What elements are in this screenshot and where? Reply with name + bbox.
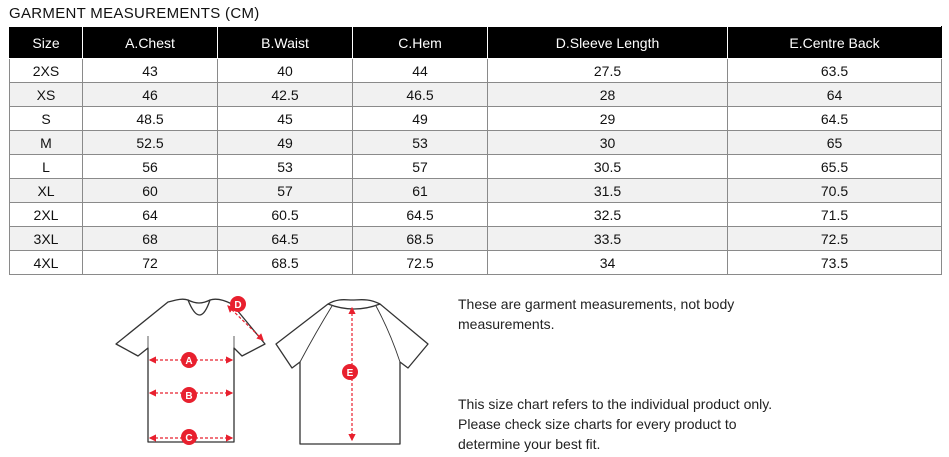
cell-size: S [10, 107, 83, 131]
svg-text:D: D [234, 300, 242, 311]
cell-waist: 49 [218, 131, 353, 155]
table-body [10, 59, 942, 275]
cell-hem: 72.5 [353, 251, 488, 275]
header-sleeve-length: D.Sleeve Length [488, 27, 728, 59]
marker-c [181, 429, 197, 445]
cell-centre-back: 71.5 [728, 203, 942, 227]
cell-sleeve-length: 34 [488, 251, 728, 275]
cell-size: XS [10, 83, 83, 107]
cell-centre-back: 73.5 [728, 251, 942, 275]
cell-size: 4XL [10, 251, 83, 275]
cell-size: 3XL [10, 227, 83, 251]
cell-sleeve-length: 30 [488, 131, 728, 155]
cell-size: M [10, 131, 83, 155]
cell-centre-back: 64 [728, 83, 942, 107]
cell-chest: 56 [83, 155, 218, 179]
header-hem: C.Hem [353, 27, 488, 59]
table-row [10, 107, 942, 131]
cell-sleeve-length: 32.5 [488, 203, 728, 227]
cell-waist: 40 [218, 59, 353, 83]
table-row [10, 155, 942, 179]
cell-centre-back: 72.5 [728, 227, 942, 251]
cell-chest: 48.5 [83, 107, 218, 131]
cell-waist: 45 [218, 107, 353, 131]
note-size-chart-disclaimer: This size chart refers to the individual product only. Please check size charts for every product to determine your best fit. [458, 396, 773, 452]
table-row [10, 59, 942, 83]
header-centre-back: E.Centre Back [728, 27, 942, 59]
table-row [10, 83, 942, 107]
table-row [10, 203, 942, 227]
cell-hem: 68.5 [353, 227, 488, 251]
marker-e [342, 364, 358, 380]
cell-hem: 44 [353, 59, 488, 83]
marker-d [230, 296, 246, 312]
table-header-row [10, 27, 942, 59]
cell-centre-back: 65 [728, 131, 942, 155]
cell-centre-back: 70.5 [728, 179, 942, 203]
svg-text:C: C [185, 433, 193, 444]
cell-size: L [10, 155, 83, 179]
cell-waist: 42.5 [218, 83, 353, 107]
cell-sleeve-length: 30.5 [488, 155, 728, 179]
cell-hem: 46.5 [353, 83, 488, 107]
cell-waist: 57 [218, 179, 353, 203]
cell-sleeve-length: 33.5 [488, 227, 728, 251]
cell-sleeve-length: 28 [488, 83, 728, 107]
header-waist: B.Waist [218, 27, 353, 59]
cell-size: 2XS [10, 59, 83, 83]
cell-chest: 64 [83, 203, 218, 227]
marker-a [181, 352, 197, 368]
cell-hem: 57 [353, 155, 488, 179]
cell-hem: 61 [353, 179, 488, 203]
cell-centre-back: 65.5 [728, 155, 942, 179]
cell-centre-back: 64.5 [728, 107, 942, 131]
table-row [10, 227, 942, 251]
cell-chest: 43 [83, 59, 218, 83]
cell-chest: 68 [83, 227, 218, 251]
cell-centre-back: 63.5 [728, 59, 942, 83]
table-row [10, 179, 942, 203]
page-title: GARMENT MEASUREMENTS (CM) [9, 5, 260, 22]
note-garment-measurements: These are garment measurements, not body measurements. [458, 296, 735, 332]
cell-hem: 53 [353, 131, 488, 155]
cell-chest: 46 [83, 83, 218, 107]
cell-chest: 52.5 [83, 131, 218, 155]
cell-waist: 60.5 [218, 203, 353, 227]
table-row [10, 251, 942, 275]
cell-chest: 60 [83, 179, 218, 203]
cell-sleeve-length: 27.5 [488, 59, 728, 83]
cell-size: XL [10, 179, 83, 203]
garment-diagram [110, 292, 440, 454]
marker-b [181, 387, 197, 403]
header-size: Size [10, 27, 83, 59]
cell-waist: 53 [218, 155, 353, 179]
cell-sleeve-length: 29 [488, 107, 728, 131]
svg-text:B: B [185, 391, 193, 402]
header-chest: A.Chest [83, 27, 218, 59]
cell-hem: 49 [353, 107, 488, 131]
table-row [10, 131, 942, 155]
cell-sleeve-length: 31.5 [488, 179, 728, 203]
svg-text:E: E [346, 368, 354, 379]
cell-chest: 72 [83, 251, 218, 275]
cell-hem: 64.5 [353, 203, 488, 227]
cell-waist: 68.5 [218, 251, 353, 275]
measurement-table [9, 26, 942, 275]
svg-text:A: A [185, 356, 193, 367]
cell-size: 2XL [10, 203, 83, 227]
cell-waist: 64.5 [218, 227, 353, 251]
